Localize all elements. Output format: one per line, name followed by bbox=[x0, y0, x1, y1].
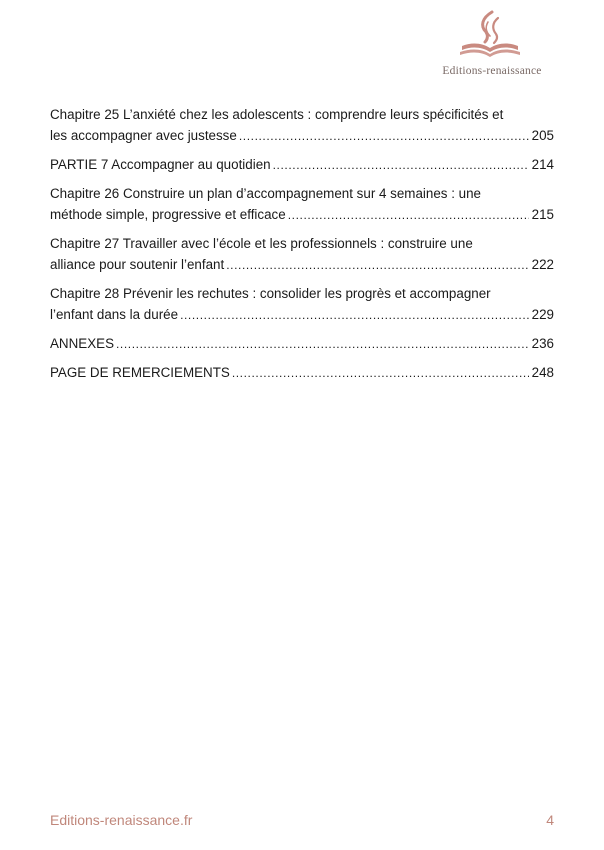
dot-leader bbox=[273, 155, 529, 176]
toc-entry-chapitre-28[interactable] bbox=[50, 283, 554, 326]
toc-entry-title: ANNEXES bbox=[50, 336, 114, 351]
dot-leader bbox=[226, 255, 528, 276]
toc-page-number: 248 bbox=[531, 365, 554, 380]
toc-entry-annexes[interactable] bbox=[50, 333, 554, 355]
footer-site: Editions-renaissance.fr bbox=[50, 812, 193, 828]
open-book-flame-logo bbox=[458, 8, 522, 62]
toc-entry-title: Chapitre 26 Construire un plan d’accompagnement sur 4 semaines : une bbox=[50, 186, 481, 201]
toc-entry-title-cont: méthode simple, progressive et efficace bbox=[50, 207, 286, 222]
toc-entry-chapitre-25[interactable] bbox=[50, 104, 554, 147]
toc-entry-title-cont: les accompagner avec justesse bbox=[50, 128, 237, 143]
toc-page-number: 236 bbox=[531, 336, 554, 351]
table-of-contents bbox=[50, 104, 554, 391]
toc-page-number: 205 bbox=[531, 128, 554, 143]
brand-name: Editions-renaissance bbox=[442, 65, 542, 77]
toc-entry-title: Chapitre 25 L’anxiété chez les adolescents : comprendre leurs spécificités et bbox=[50, 107, 504, 122]
toc-entry-chapitre-27[interactable] bbox=[50, 233, 554, 276]
footer-page-number: 4 bbox=[546, 812, 554, 828]
toc-page-number: 215 bbox=[531, 207, 554, 222]
toc-entry-title-cont: alliance pour soutenir l’enfant bbox=[50, 257, 225, 272]
toc-entry-title: PARTIE 7 Accompagner au quotidien bbox=[50, 157, 271, 172]
toc-entry-partie-7[interactable] bbox=[50, 154, 554, 176]
toc-entry-remerciements[interactable] bbox=[50, 362, 554, 384]
toc-entry-title: Chapitre 28 Prévenir les rechutes : consolider les progrès et accompagner bbox=[50, 286, 491, 301]
toc-entry-title-cont: l’enfant dans la durée bbox=[50, 307, 179, 322]
toc-entry-chapitre-26[interactable] bbox=[50, 183, 554, 226]
dot-leader bbox=[232, 363, 529, 384]
toc-page-number: 229 bbox=[531, 307, 554, 322]
toc-entry-title: Chapitre 27 Travailler avec l’école et les professionnels : construire une bbox=[50, 236, 473, 251]
toc-page-number: 214 bbox=[531, 157, 554, 172]
dot-leader bbox=[288, 205, 529, 226]
dot-leader bbox=[116, 334, 529, 355]
toc-page-number: 222 bbox=[531, 257, 554, 272]
dot-leader bbox=[239, 126, 529, 147]
dot-leader bbox=[180, 305, 529, 326]
toc-entry-title: PAGE DE REMERCIEMENTS bbox=[50, 365, 230, 380]
